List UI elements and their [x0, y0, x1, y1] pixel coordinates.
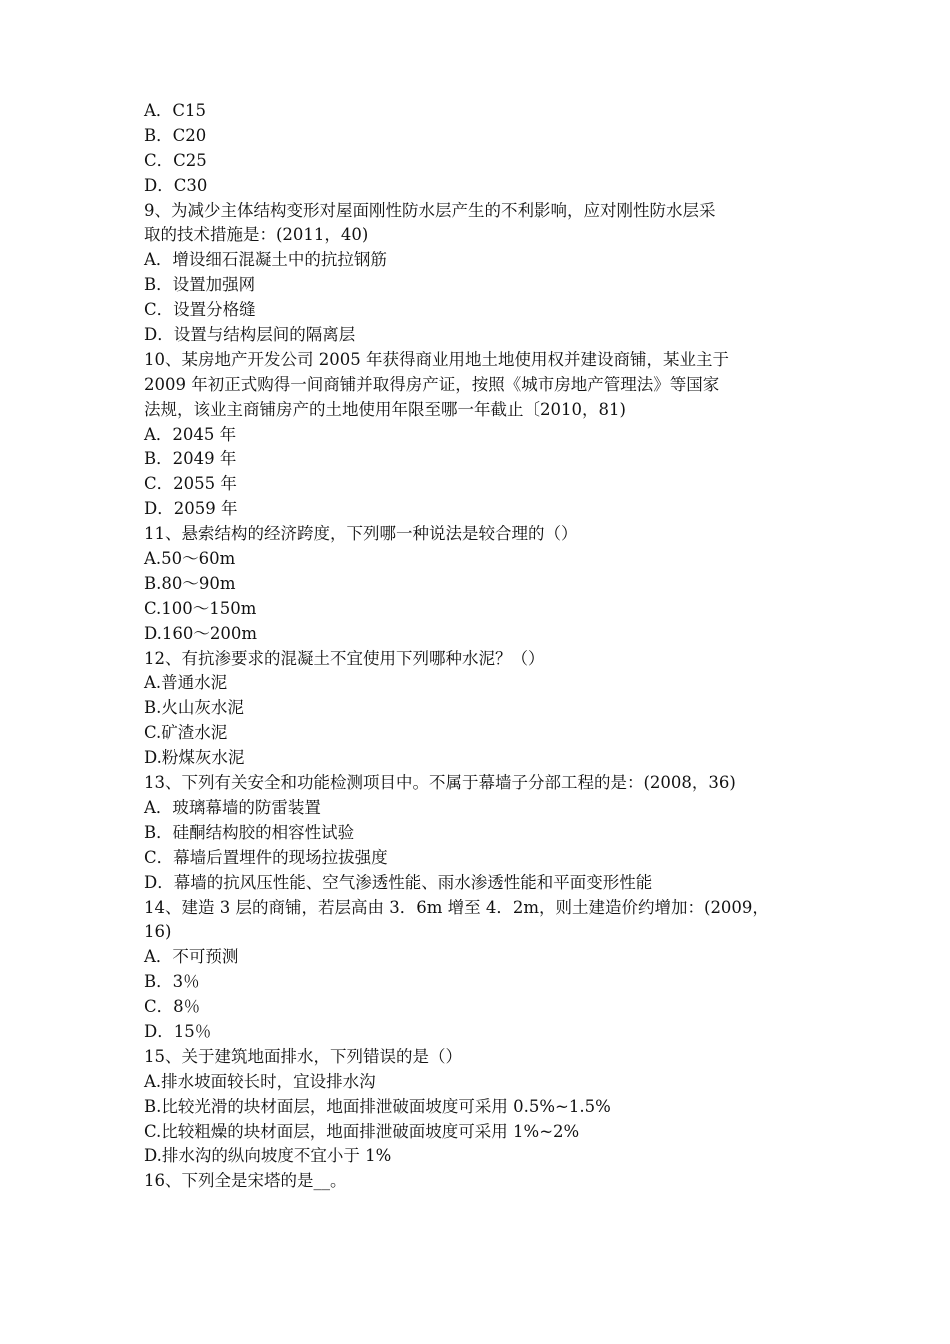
- option-line: B．设置加强网: [144, 275, 256, 295]
- option-line: D.粉煤灰水泥: [144, 748, 245, 768]
- option-line: A.普通水泥: [144, 673, 228, 693]
- document-body: [144, 99, 810, 1194]
- option-line: A．2045 年: [144, 424, 237, 444]
- option-line: B．2049 年: [144, 449, 237, 469]
- question-9-line: 9、为减少主体结构变形对屋面刚性防水层产生的不利影响，应对刚性防水层采: [144, 200, 716, 220]
- option-line: C.比较粗燥的块材面层，地面排泄破面坡度可采用 1%~2%: [144, 1121, 580, 1141]
- question-11-line: 11、悬索结构的经济跨度，下列哪一种说法是较合理的（）: [144, 524, 578, 544]
- option-line: C．8％: [144, 997, 201, 1017]
- option-line: C．2055 年: [144, 474, 237, 494]
- question-13-line: 13、下列有关安全和功能检测项目中。不属于幕墙子分部工程的是：(2008，36): [144, 773, 736, 793]
- option-line: B.火山灰水泥: [144, 698, 244, 718]
- question-15-line: 15、关于建筑地面排水，下列错误的是（）: [144, 1046, 462, 1066]
- option-line: A．玻璃幕墙的防雷装置: [144, 797, 321, 817]
- question-14-line: 16): [144, 922, 172, 942]
- question-12-line: 12、有抗渗要求的混凝土不宜使用下列哪种水泥？（）: [144, 648, 545, 668]
- option-line: B．3％: [144, 972, 200, 992]
- option-line: C．设置分格缝: [144, 300, 256, 320]
- question-10-line: 10、某房地产开发公司 2005 年获得商业用地土地使用权并建设商铺，某业主于: [144, 349, 729, 369]
- option-line: A.50～60m: [144, 549, 236, 569]
- option-line: C．幕墙后置埋件的现场拉拔强度: [144, 847, 388, 867]
- option-line: D．15％: [144, 1021, 212, 1041]
- option-line: D．幕墙的抗风压性能、空气渗透性能、雨水渗透性能和平面变形性能: [144, 872, 653, 892]
- option-line: B．硅酮结构胶的相容性试验: [144, 822, 355, 842]
- question-14-line: 14、建造 3 层的商铺，若层高由 3．6m 增至 4．2m，则土建造价约增加：(2009，: [144, 897, 769, 917]
- option-line: B．C20: [144, 125, 207, 145]
- option-line: D．C30: [144, 175, 208, 195]
- option-line: C.100～150m: [144, 598, 257, 618]
- option-line: D.排水沟的纵向坡度不宜小于 1%: [144, 1146, 392, 1166]
- option-line: A．增设细石混凝土中的抗拉钢筋: [144, 250, 387, 270]
- question-9-line: 取的技术措施是：(2011，40): [144, 225, 369, 245]
- option-line: A．不可预测: [144, 947, 239, 967]
- question-10-line: 法规，该业主商铺房产的土地使用年限至哪一年截止〔2010，81): [144, 399, 626, 419]
- option-line: B.比较光滑的块材面层，地面排泄破面坡度可采用 0.5%~1.5%: [144, 1096, 611, 1116]
- option-line: D．设置与结构层间的隔离层: [144, 325, 356, 345]
- question-10-line: 2009 年初正式购得一间商铺并取得房产证，按照《城市房地产管理法》等国家: [144, 374, 720, 394]
- option-line: C．C25: [144, 150, 207, 170]
- question-16-line: 16、下列全是宋塔的是__。: [144, 1171, 347, 1191]
- option-line: B.80～90m: [144, 573, 236, 593]
- option-line: A.排水坡面较长时，宜设排水沟: [144, 1071, 376, 1091]
- option-line: A．C15: [144, 101, 207, 120]
- option-line: D.160～200m: [144, 623, 258, 643]
- option-line: C.矿渣水泥: [144, 723, 228, 743]
- option-line: D．2059 年: [144, 499, 238, 519]
